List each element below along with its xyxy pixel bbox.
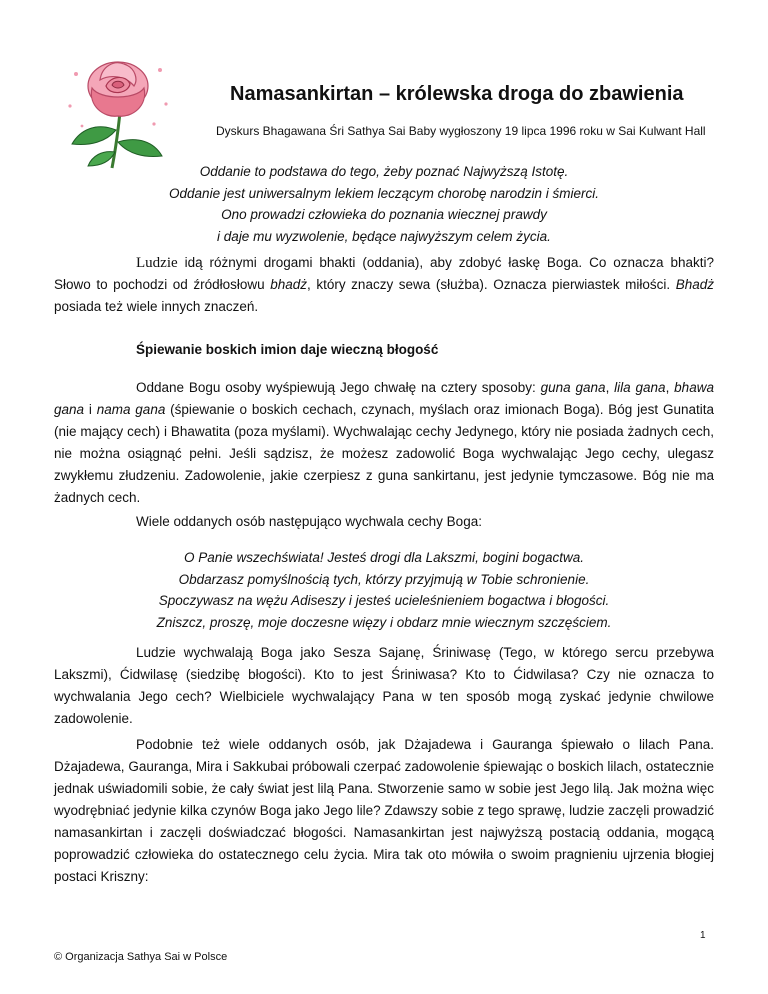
paragraph-2: Oddane Bogu osoby wyśpiewują Jego chwałę na cztery sposoby: guna gana, lila gana, bhawa gana i nama gana (śpiewanie o boskich cechach, czynach, myślach oraz imionach Boga). Bóg jest Gunatita (nie mający cech) i Bhawatita (poza myślami). Wychwalając cechy Jedynego, który nie posiada żadnych cech, nie można osiągnąć pełni. Jeśli sądzisz, że możesz zadowolić Boga wychwalając Jego cechy, ulegasz zwykłemu złudzeniu. Zadowolenie, jakie czerpiesz z guna sankirtanu, jest jedynie tymczasowe. Bóg nie ma żadnych cech. (54, 380, 714, 505)
term-bhadz: bhadż (270, 277, 308, 292)
paragraph-5: Podobnie też wiele oddanych osób, jak Dżajadewa i Gauranga śpiewało o lilach Pana. Dżajadewa, Gauranga, Mira i Sakkubai próbowali czerpać zadowolenie śpiewając o boskich lilach, ostatecznie jednak uświadomili sobie, że cały świat jest lilą Pana. Stworzenie samo w sobie jest Jego lilą. Jak można więc wyodrębniać jedynie kilka czynów Boga jako Jego lile? Zdawszy sobie z tego sprawę, ludzie zaczęli prowadzić namasankirtan i zaczęli doświadczać błogości. Namasankirtan jest najwyższą postacią oddania, mogącą poprowadzić człowieka do ostatecznego celu życia. Mira tak oto mówiła o swoim pragnieniu ujrzenia błogiej postaci Kriszny: (54, 737, 714, 884)
page-title: Namasankirtan – królewska droga do zbawienia (230, 83, 684, 105)
verse-line: O Panie wszechświata! Jesteś drogi dla Lakszmi, bogini bogactwa. (184, 550, 584, 565)
footer-copyright: © Organizacja Sathya Sai w Polsce (54, 951, 228, 963)
paragraph-3: Wiele oddanych osób następująco wychwala cechy Boga: (136, 514, 482, 529)
motto (120, 161, 648, 247)
verse-line: Zniszcz, proszę, moje doczesne więzy i obdarz mnie wiecznym szczęściem. (156, 614, 612, 630)
verse-1 (120, 547, 648, 633)
first-word: Ludzie (136, 255, 178, 271)
paragraph-4: Ludzie wychwalają Boga jako Sesza Sajanę, Śriniwasę (Tego, w którego sercu przebywa Lakszmi), Ćidwilasę (siedzibę błogości). Kto to jest Śriniwasa? Kto to Ćidwilasa? Czy nie oznacza to wychwalania Jego cech? Wielbiciele wychwalający Pana w ten sposób mogą zyskać jedynie chwilowe zadowolenie. (54, 645, 714, 726)
motto-line: Ono prowadzi człowieka do poznania wiecznej prawdy (221, 207, 547, 222)
motto-line: Oddanie to podstawa do tego, żeby poznać Najwyższą Istotę. (199, 164, 569, 179)
rose-icon (58, 52, 178, 170)
motto-line: Oddanie jest uniwersalnym lekiem leczącym chorobę narodzin i śmierci. (169, 185, 599, 201)
motto-line: i daje mu wyzwolenie, będące najwyższym celem życia. (217, 228, 551, 244)
verse-line: Spoczywasz na wężu Adiseszy i jesteś ucieleśnieniem bogactwa i błogości. (158, 593, 610, 608)
paragraph-1: Ludzie idą różnymi drogami bhakti (oddania), aby zdobyć łaskę Boga. Co oznacza bhakti? Słowo to pochodzi od źródłosłowu bhadż, który znaczy sewa (służba). Oznacza pierwiastek miłości. Bhadż posiada też wiele innych znaczeń. (54, 255, 714, 314)
section-heading: Śpiewanie boskich imion daje wieczną błogość (136, 342, 439, 357)
page-subtitle: Dyskurs Bhagawana Śri Sathya Sai Baby wygłoszony 19 lipca 1996 roku w Sai Kulwant Hall (216, 124, 706, 138)
term-bhadz: Bhadż (675, 277, 714, 292)
verse-line: Obdarzasz pomyślnością tych, którzy przyjmują w Tobie schronienie. (178, 571, 590, 587)
page-number: 1 (700, 930, 706, 941)
